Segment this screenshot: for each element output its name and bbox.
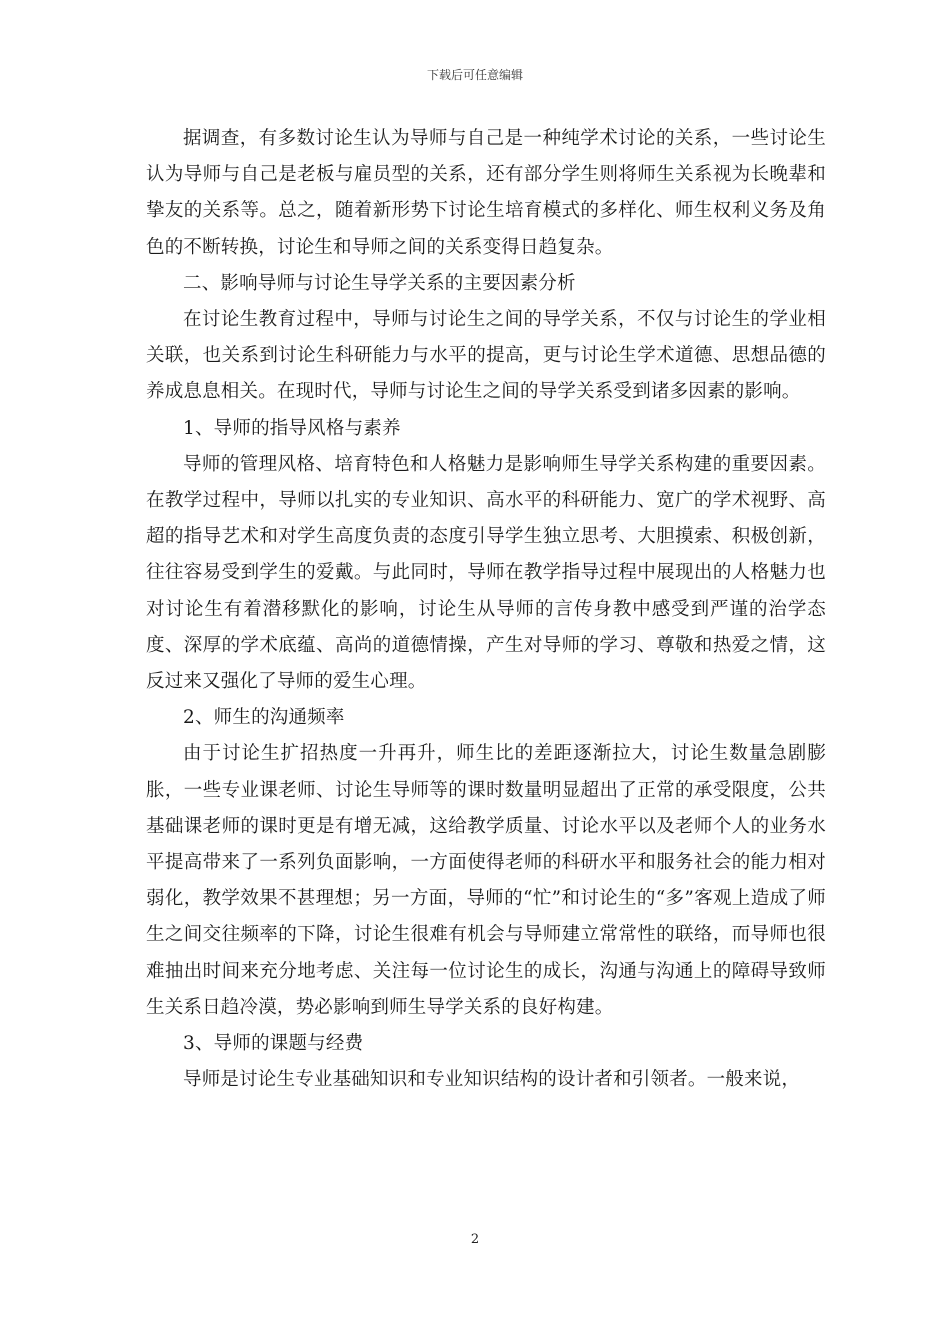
paragraph-projects-funding: 导师是讨论生专业基础知识和专业知识结构的设计者和引领者。一般来说，: [183, 1069, 801, 1091]
paragraph-communication: 由于讨论生扩招热度一升再升，师生比的差距逐渐拉大，讨论生数量急剧膨胀，一些专业课老师、讨论生导师等的课时数量明显超出了正常的承受限度，公共基础课老师的课时更是有增无减，这给教学质量、讨论水平以及老师个人的业务水平提高带来了一系列负面影响，一方面使得老师的科研水平和服务社会的能力相对弱化，教学效果不甚理想；另一方面，导师的“忙”和讨论生的“多”客观上造成了师生之间交往频率的下降，讨论生很难有机会与导师建立常常性的联络，而导师也很难抽出时间来充分地考虑、关注每一位讨论生的成长，沟通与沟通上的障碍导致师生关系日趋冷漠，势必影响到师生导学关系的良好构建。: [146, 743, 826, 1018]
page-number: 2: [470, 1232, 480, 1247]
paragraph-guidance-style: 导师的管理风格、培育特色和人格魅力是影响师生导学关系构建的重要因素。在教学过程中，导师以扎实的专业知识、高水平的科研能力、宽广的学术视野、高超的指导艺术和对学生高度负责的态度引导学生独立思考、大胆摸索、积极创新，往往容易受到学生的爱戴。与此同时，导师在教学指导过程中展现出的人格魅力也对讨论生有着潜移默化的影响，讨论生从导师的言传身教中感受到严谨的治学态度、深厚的学术底蕴、高尚的道德情操，产生对导师的学习、尊敬和热爱之情，这反过来又强化了导师的爱生心理。: [146, 453, 826, 693]
subheading-projects-funding: 3、导师的课题与经费: [183, 1033, 364, 1055]
subheading-guidance-style: 1、导师的指导风格与素养: [183, 417, 401, 439]
subheading-communication: 2、师生的沟通频率: [183, 707, 345, 729]
paragraph-survey: 据调查，有多数讨论生认为导师与自己是一种纯学术讨论的关系，一些讨论生认为导师与自己是老板与雇员型的关系，还有部分学生则将师生关系视为长晚辈和挚友的关系等。总之，随着新形势下讨论生培育模式的多样化、师生权利义务及角色的不断转换，讨论生和导师之间的关系变得日趋复杂。: [146, 128, 826, 258]
page-header: 下载后可任意编辑: [426, 68, 523, 82]
section-heading-factors: 二、影响导师与讨论生导学关系的主要因素分析: [183, 272, 576, 294]
paragraph-intro-factors: 在讨论生教育过程中，导师与讨论生之间的导学关系，不仅与讨论生的学业相关联，也关系到讨论生科研能力与水平的提高，更与讨论生学术道德、思想品德的养成息息相关。在现时代，导师与讨论生之间的导学关系受到诸多因素的影响。: [146, 309, 826, 403]
document-body: [146, 121, 826, 1098]
